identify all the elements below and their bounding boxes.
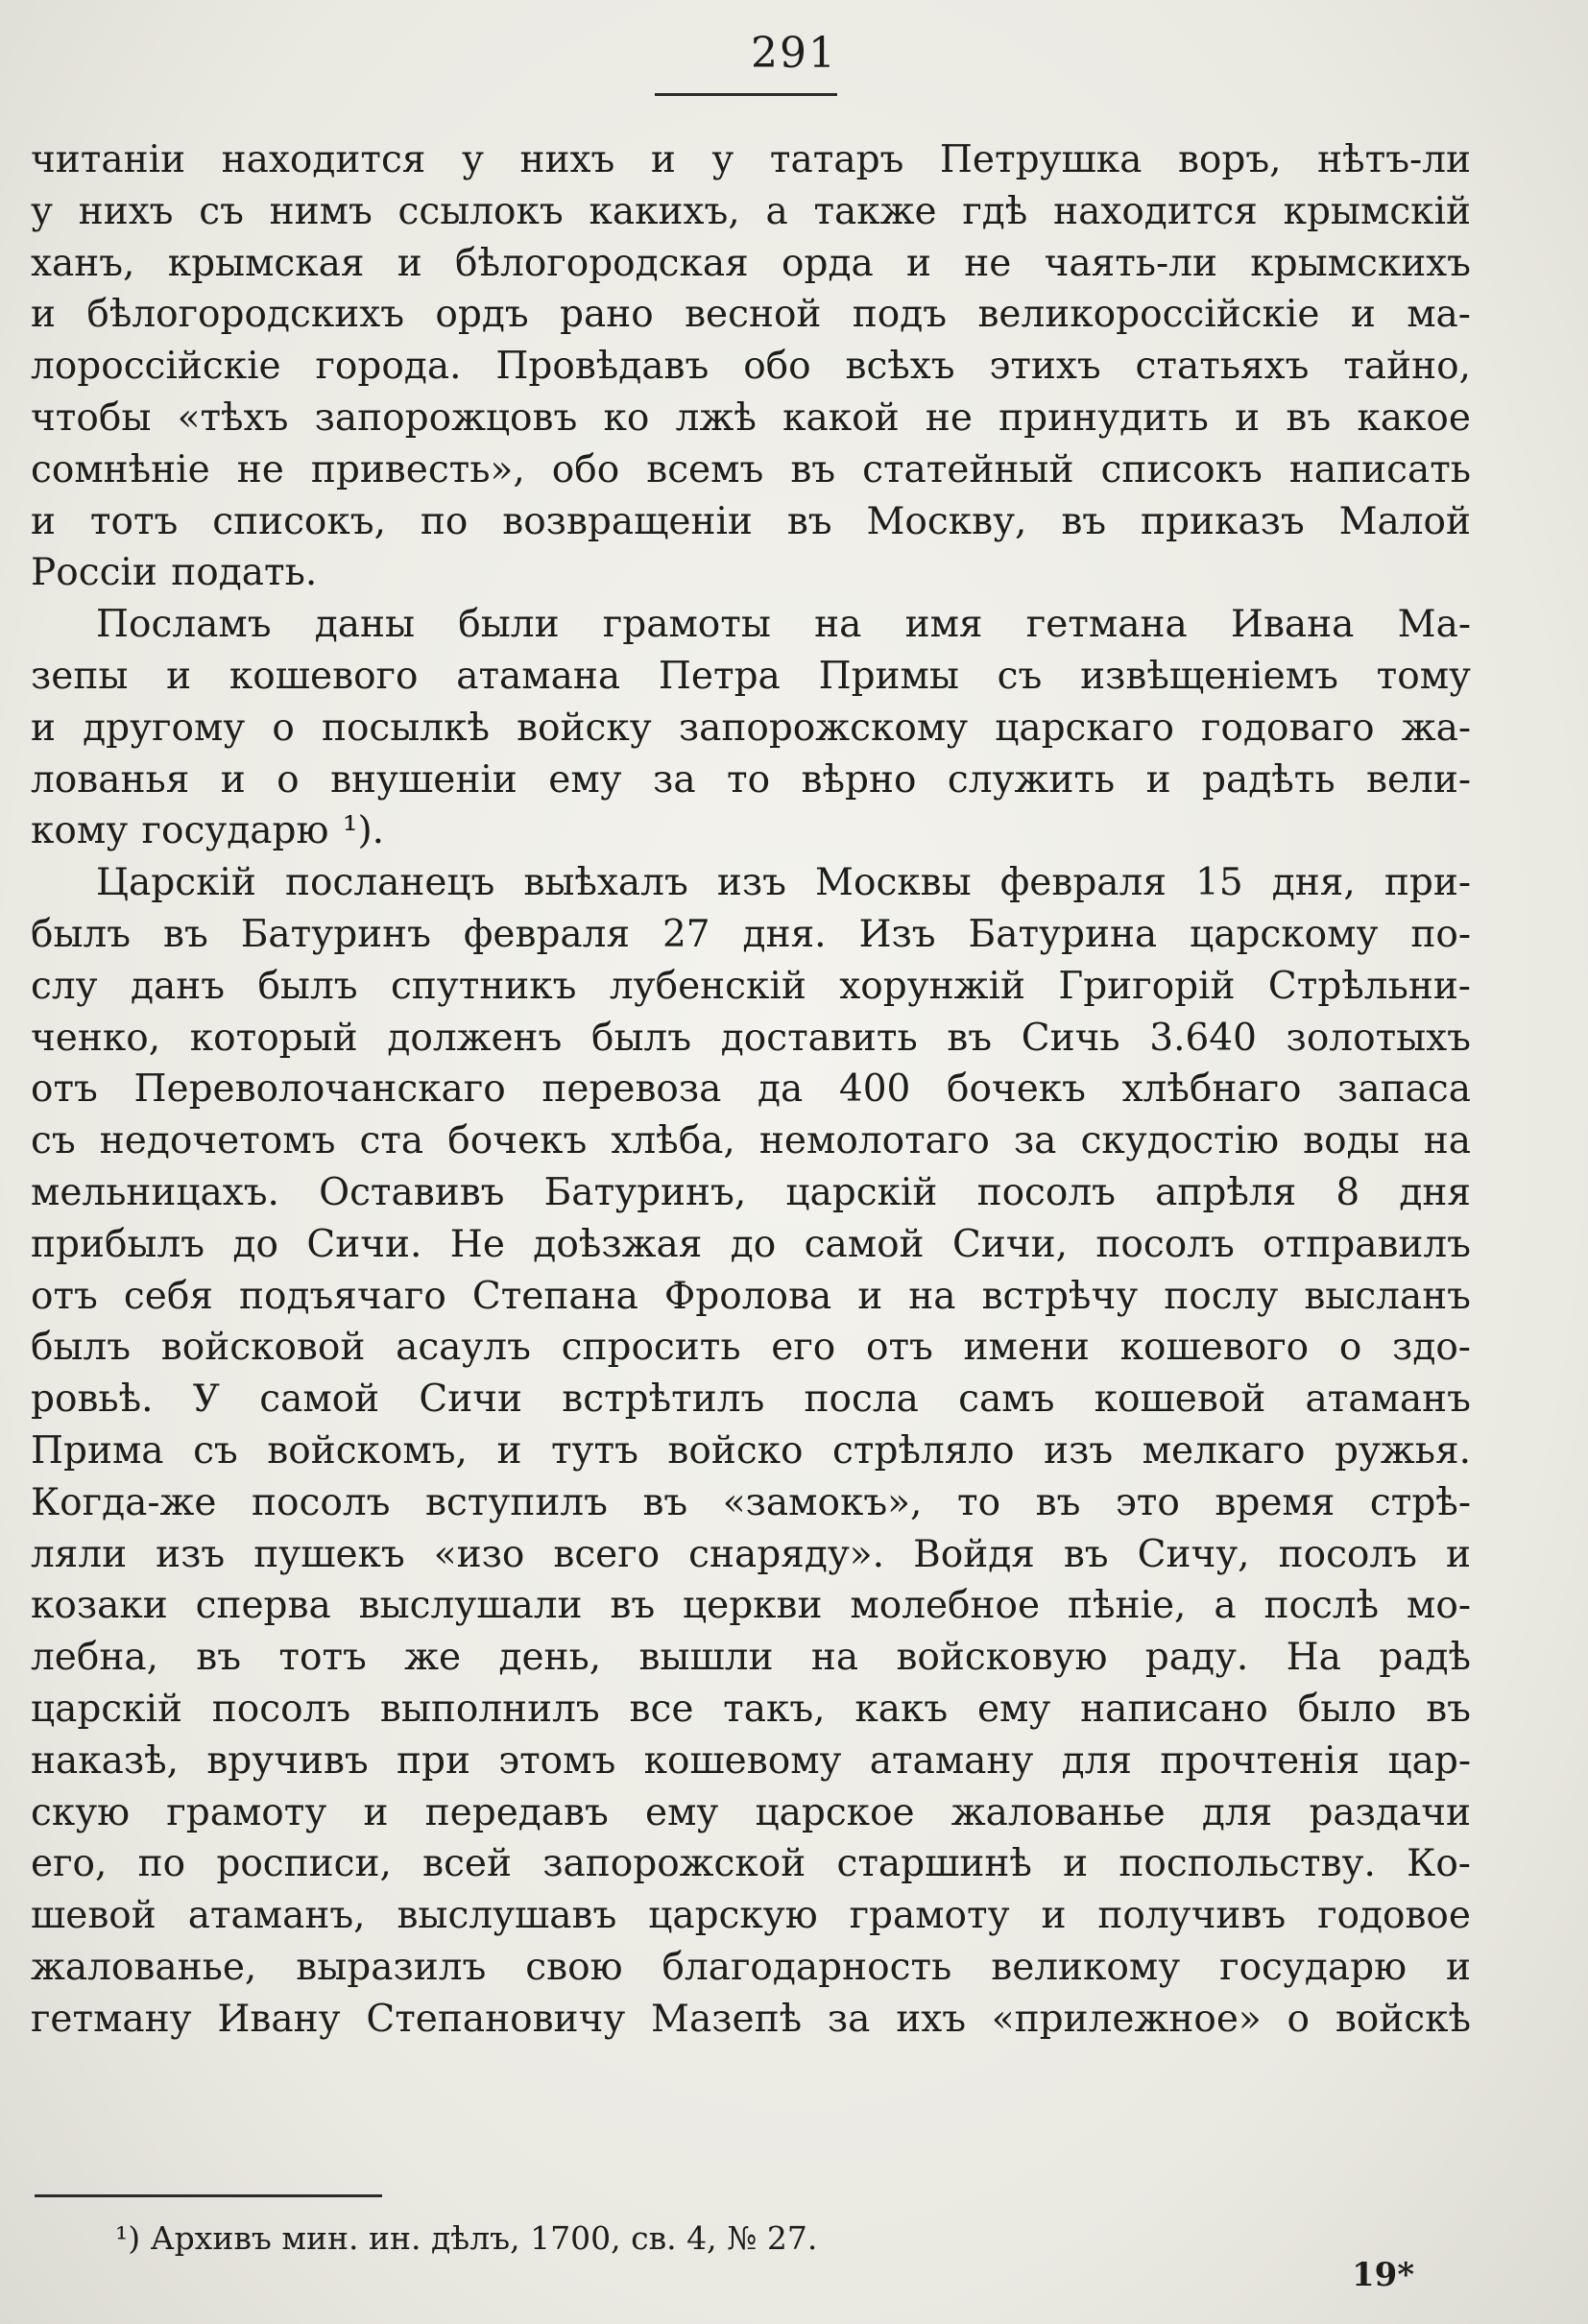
- text-line: лороссійскіе города. Провѣдавъ обо всѣхъ этихъ статьяхъ тайно,: [31, 345, 1471, 389]
- text-line: Когда-же посолъ вступилъ въ «замокъ», то въ это время стрѣ-: [31, 1480, 1471, 1524]
- text-line: читаніи находится у нихъ и у татаръ Петрушка воръ, нѣтъ-ли: [31, 138, 1471, 181]
- text-line: царскій посолъ выполнилъ все такъ, какъ ему написано было въ: [31, 1687, 1471, 1731]
- footnote-rule: [35, 2194, 382, 2197]
- signature-mark: 19*: [1352, 2256, 1415, 2294]
- text-line: мельницахъ. Оставивъ Батуринъ, царскій посолъ апрѣля 8 дня: [31, 1170, 1471, 1214]
- text-line: кому государю ¹).: [31, 809, 385, 853]
- text-line: былъ въ Батуринъ февраля 27 дня. Изъ Батурина царскому по-: [31, 912, 1471, 956]
- text-line: Прима съ войскомъ, и тутъ войско стрѣляло изъ мелкаго ружья.: [31, 1428, 1471, 1473]
- text-line: отъ Переволочанскаго перевоза да 400 бочекъ хлѣбнаго запаса: [31, 1067, 1471, 1112]
- text-line: и другому о посылкѣ войску запорожскому царскаго годоваго жа-: [31, 706, 1471, 750]
- text-line: чтобы «тѣхъ запорожцовъ ко лжѣ какой не принудить и въ какое: [31, 395, 1471, 440]
- text-line: былъ войсковой асаулъ спросить его отъ имени кошевого о здо-: [31, 1326, 1471, 1370]
- text-line: лованья и о внушеніи ему за то вѣрно служить и радѣть вели-: [31, 757, 1471, 802]
- text-line: ляли изъ пушекъ «изо всего снаряду». Войдя въ Сичу, посолъ и: [31, 1532, 1471, 1576]
- text-line: ченко, который долженъ былъ доставить въ Сичь 3.640 золотыхъ: [31, 1016, 1471, 1060]
- text-line: прибылъ до Сичи. Не доѣзжая до самой Сичи, посолъ отправилъ: [31, 1222, 1471, 1266]
- text-line: ровьѣ. У самой Сичи встрѣтилъ посла самъ кошевой атаманъ: [31, 1378, 1471, 1422]
- text-line: и тотъ списокъ, по возвращеніи въ Москву, въ приказъ Малой: [31, 499, 1471, 543]
- text-line: лебна, въ тотъ же день, вышли на войсковую раду. На радѣ: [31, 1636, 1471, 1680]
- text-line: слу данъ былъ спутникъ лубенскій хорунжій Григорій Стрѣльни-: [31, 964, 1471, 1008]
- text-line: Посламъ даны были грамоты на имя гетмана Ивана Ма-: [96, 603, 1471, 647]
- text-line: скую грамоту и передавъ ему царское жалованье для раздачи: [31, 1790, 1471, 1834]
- text-line: наказѣ, вручивъ при этомъ кошевому атаману для прочтенія цар-: [31, 1738, 1471, 1783]
- header-rule: [655, 93, 837, 96]
- text-line: гетману Ивану Степановичу Мазепѣ за ихъ «прилежное» о войскѣ: [31, 1997, 1471, 2041]
- text-line: и бѣлогородскихъ ордъ рано весной подъ великороссійскіе и ма-: [31, 293, 1471, 337]
- text-line: Царскій посланецъ выѣхалъ изъ Москвы февраля 15 дня, при-: [96, 861, 1471, 905]
- text-line: козаки сперва выслушали въ церкви молебное пѣніе, а послѣ мо-: [31, 1584, 1471, 1628]
- text-line: шевой атаманъ, выслушавъ царскую грамоту и получивъ годовое: [31, 1894, 1471, 1938]
- text-line: сомнѣніе не привесть», обо всемъ въ статейный списокъ написать: [31, 447, 1471, 491]
- footnote: ¹) Архивъ мин. ин. дѣлъ, 1700, св. 4, № 27.: [115, 2219, 818, 2257]
- body-text: [31, 134, 1471, 2045]
- text-line: ханъ, крымская и бѣлогородская орда и не чаять-ли крымскихъ: [31, 241, 1471, 285]
- text-line: съ недочетомъ ста бочекъ хлѣба, немолотаго за скудостію воды на: [31, 1119, 1471, 1163]
- text-line: у нихъ съ нимъ ссылокъ какихъ, а также гдѣ находится крымскій: [31, 189, 1471, 233]
- text-line: его, по росписи, всей запорожской старшинѣ и поспольству. Ко-: [31, 1842, 1471, 1886]
- page-number: 291: [751, 29, 837, 78]
- text-line: жалованье, выразилъ свою благодарность великому государю и: [31, 1945, 1471, 1989]
- text-line: зепы и кошевого атамана Петра Примы съ извѣщеніемъ тому: [31, 654, 1471, 698]
- text-line: Россіи подать.: [31, 551, 318, 595]
- text-line: отъ себя подъячаго Степана Фролова и на встрѣчу послу высланъ: [31, 1274, 1471, 1318]
